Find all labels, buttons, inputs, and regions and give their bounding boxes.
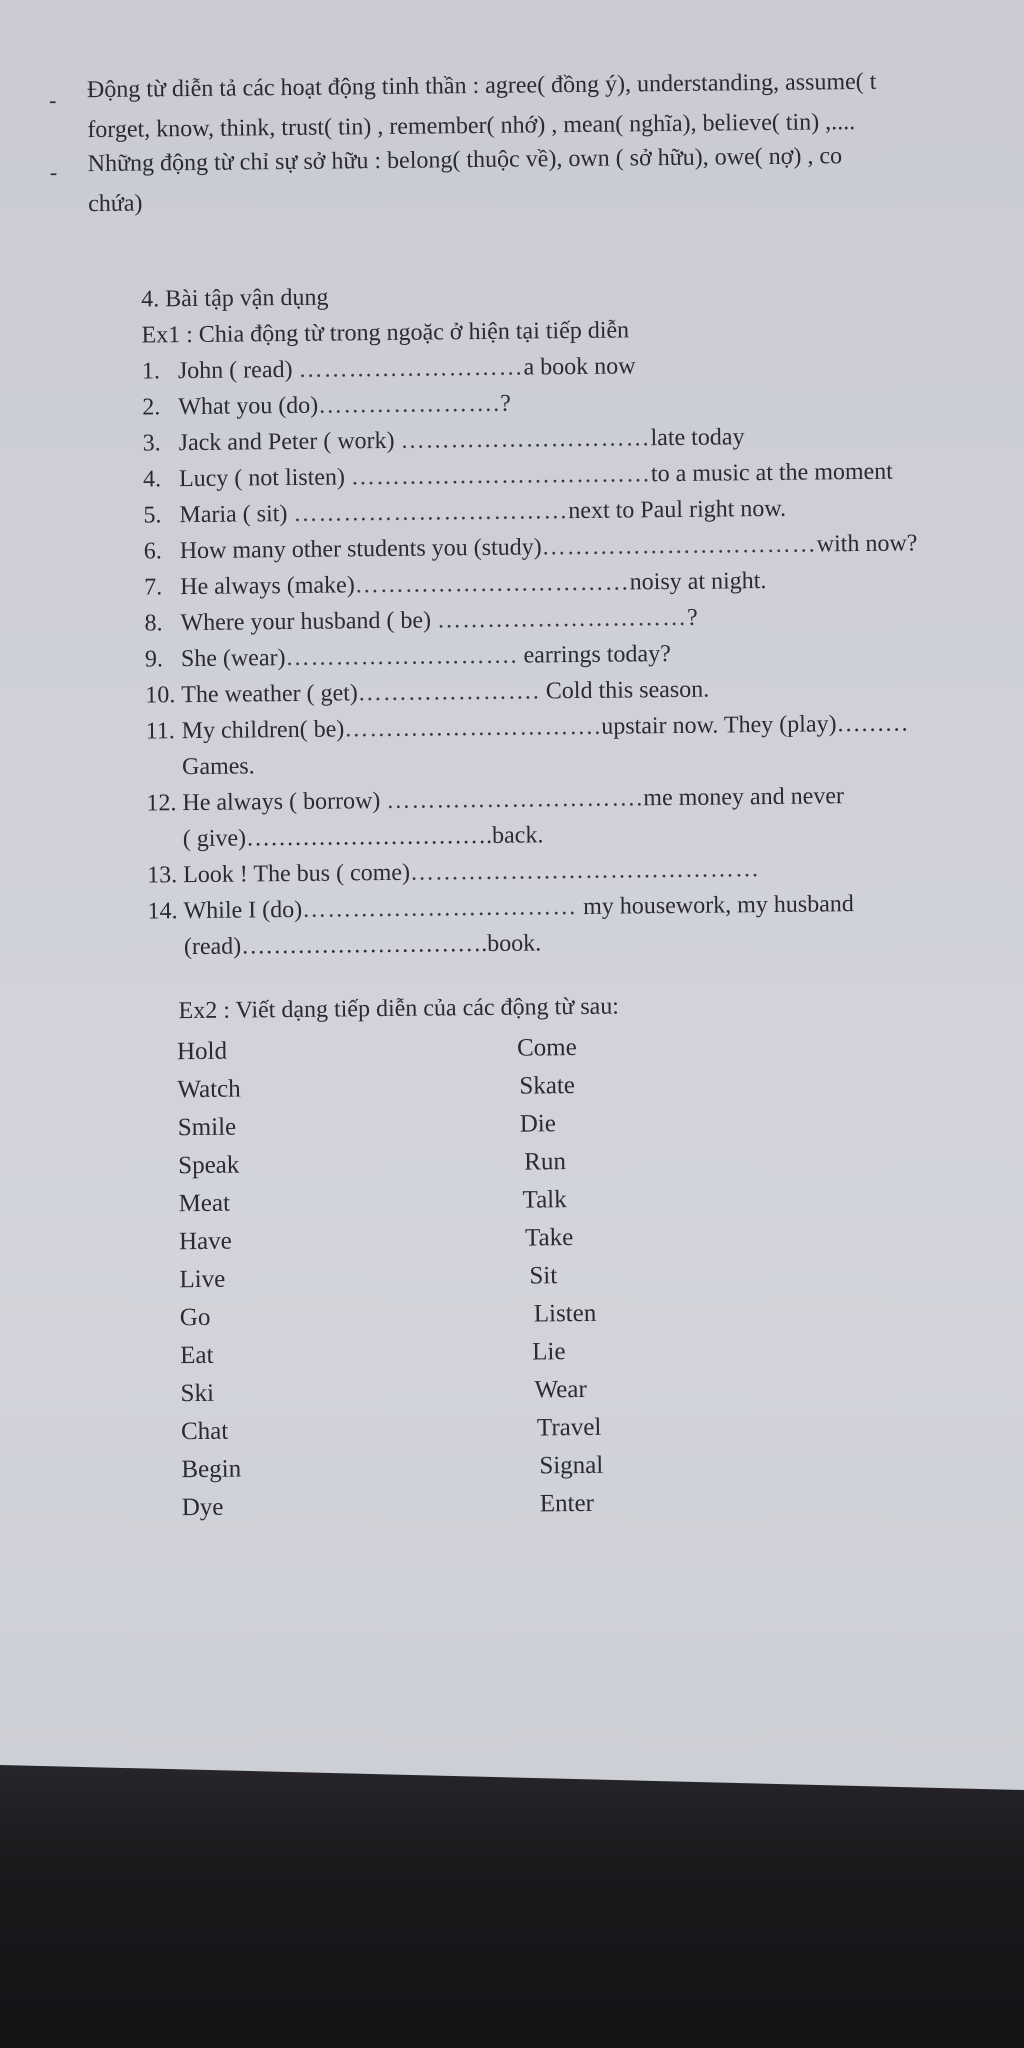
intro-line: Những động từ chỉ sự sở hữu : belong( thuộc về), own ( sở hữu), owe( nợ) , co: [87, 143, 843, 178]
verb-right: Signal: [539, 1451, 604, 1480]
verb-right: Talk: [522, 1186, 567, 1214]
verb-left: Eat: [180, 1341, 214, 1370]
intro-line: Động từ diễn tả các hoạt động tinh thần : agree( đồng ý), understanding, assume( t: [86, 68, 877, 104]
exercise-item: 5. Maria ( sit) ……………………………next to Paul right now.: [143, 495, 787, 529]
intro-line: forget, know, think, trust( tin) , remember( nhớ) , mean( nghĩa), believe( tin) ,....: [87, 109, 856, 144]
verb-left: Speak: [178, 1151, 240, 1180]
bullet-marker: -: [49, 159, 58, 185]
exercise-item: 3. Jack and Peter ( work) …………………………late today: [142, 424, 745, 457]
verb-left: Watch: [177, 1075, 241, 1104]
verb-right: Listen: [533, 1299, 597, 1328]
exercise-item: 10. The weather ( get)…………………. Cold this season.: [145, 676, 710, 709]
exercise-item: 4. Lucy ( not listen) ………………………………to a music at the moment: [142, 458, 894, 493]
exercise-1-title: Ex1 : Chia động từ trong ngoặc ở hiện tại tiếp diễn: [141, 317, 630, 349]
verb-right: Take: [524, 1224, 574, 1252]
exercise-item-continuation: (read)………………………….book.: [183, 930, 542, 961]
exercise-item: 12. He always ( borrow) ………………………….me money and never: [146, 783, 845, 817]
verb-left: Begin: [181, 1455, 242, 1484]
verb-left: Smile: [177, 1113, 237, 1142]
verb-left: Have: [178, 1227, 232, 1256]
section-heading: 4. Bài tập vận dụng: [141, 284, 329, 313]
exercise-item: 6. How many other students you (study)……………………………with now?: [143, 530, 918, 565]
verb-right: Sit: [529, 1262, 558, 1290]
verb-left: Live: [179, 1265, 226, 1294]
verb-left: Go: [179, 1303, 211, 1332]
exercise-item: 2. What you (do)………………….?: [142, 390, 512, 421]
verb-left: Meat: [178, 1189, 231, 1218]
exercise-item: 1. John ( read) ………………………a book now: [141, 353, 636, 385]
exercise-item: 13. Look ! The bus ( come)……………………………………: [147, 856, 761, 889]
exercise-2-title: Ex2 : Viết dạng tiếp diễn của các động từ sau:: [178, 993, 620, 1025]
verb-left: Chat: [180, 1417, 229, 1446]
verb-right: Lie: [532, 1338, 566, 1366]
exercise-item: 11. My children( be)………………………….upstair now. They (play)………: [145, 710, 909, 745]
exercise-item: 7. He always (make)……………………………noisy at night.: [144, 568, 767, 601]
verb-right: Die: [519, 1110, 557, 1138]
verb-right: Travel: [536, 1413, 602, 1442]
verb-right: Come: [516, 1034, 577, 1062]
verb-right: Enter: [539, 1489, 595, 1518]
bullet-marker: -: [48, 87, 57, 113]
verb-right: Run: [524, 1148, 567, 1176]
verb-right: Wear: [534, 1375, 587, 1404]
exercise-item: 8. Where your husband ( be) …………………………?: [144, 604, 698, 637]
exercise-item-continuation: ( give)………………………….back.: [182, 822, 544, 853]
verb-left: Dye: [181, 1493, 224, 1522]
exercise-item: 14. While I (do)…………………………… my housework, my husband: [147, 891, 854, 925]
verb-right: Skate: [519, 1072, 576, 1100]
verb-left: Hold: [176, 1037, 228, 1066]
verb-left: Ski: [180, 1379, 215, 1408]
intro-line: chứa): [88, 190, 143, 218]
exercise-item-continuation: Games.: [181, 753, 255, 781]
exercise-item: 9. She (wear)………………………. earrings today?: [144, 641, 671, 673]
